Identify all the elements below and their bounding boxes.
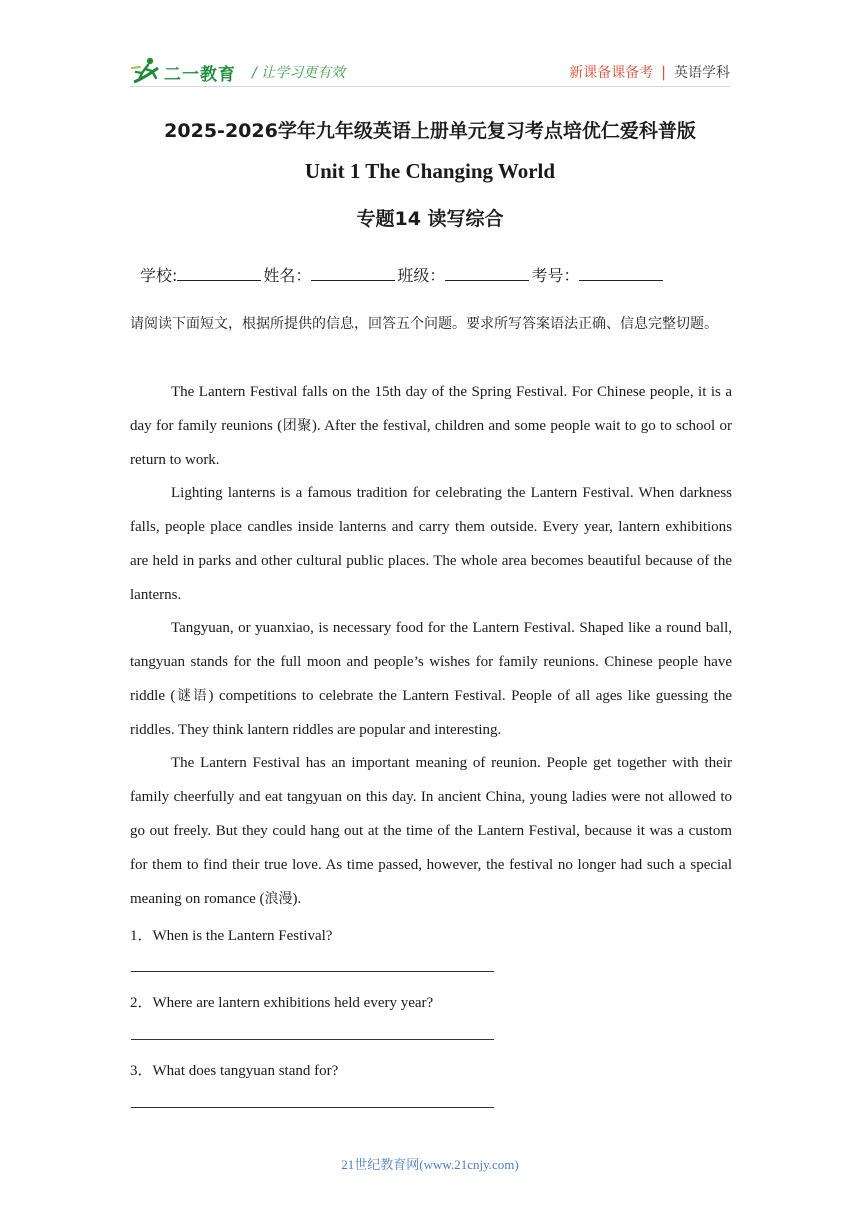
header-right (569, 62, 730, 82)
school-label: 学校: (140, 266, 178, 285)
name-blank[interactable] (311, 266, 395, 281)
logo (130, 56, 240, 86)
paragraph-3-gloss: 谜语 (175, 688, 209, 704)
paragraph-3-text-end: ) competitions to celebrate the Lantern Festival. People of all ages like guessing the riddles. They think lantern riddles are popular and interesting. (130, 688, 733, 738)
paragraph-1-text-end: ). After the festival, children and some people wait to go to school or return to work. (130, 418, 732, 468)
runner-icon (130, 56, 162, 86)
student-info-line (140, 263, 665, 286)
question-1: 1．When is the Lantern Festival? (130, 928, 333, 944)
page-header (130, 56, 730, 86)
unit-title: Unit 1 The Changing World (304, 159, 556, 183)
paragraph-3 (130, 611, 732, 747)
paragraph-4-text: The Lantern Festival has an important meaning of reunion. People get together with their family cheerfully and eat tangyuan on this day. In ancient China, young ladies were not allowed to go out freely. But they could hang out at the time of the Lantern Festival, because it was a custom for them to find their true love. As time passed, however, the festival no longer had such a special meaning on romance ( (130, 755, 732, 907)
paragraph-2-text: Lighting lanterns is a famous tradition for celebrating the Lantern Festival. When darkness falls, people place candles inside lanterns and carry them outside. Every year, lantern exhibitions are held in parks and other cultural public places. The whole area becomes beautiful because of the lanterns. (130, 485, 732, 603)
header-separator: | (661, 65, 666, 81)
logo-text: 二一教育 (164, 65, 236, 85)
paragraph-4-gloss: 浪漫 (264, 891, 293, 907)
answer-line-1[interactable] (131, 971, 494, 972)
exam-number-blank[interactable] (579, 266, 663, 281)
paragraph-3-text: Tangyuan, or yuanxiao, is necessary food for the Lantern Festival. Shaped like a round ball, tangyuan stands for the full moon and people’s wishes for family reunions. Chinese people have riddle ( (130, 620, 732, 704)
school-blank[interactable] (177, 266, 261, 281)
paragraph-4 (130, 746, 732, 916)
header-tag-prep: 新课备课备考 (569, 65, 654, 81)
header-subject: 英语学科 (674, 65, 730, 81)
question-3: 3．What does tangyuan stand for? (130, 1063, 339, 1079)
answer-line-3[interactable] (131, 1107, 494, 1108)
paragraph-2 (130, 476, 732, 612)
instruction: 请阅读下面短文，根据所提供的信息，回答五个问题。要求所写答案语法正确、信息完整切题。 (130, 316, 718, 332)
slogan: / 让学习更有效 (252, 65, 346, 81)
footer-link[interactable]: 21世纪教育网(www.21cnjy.com) (341, 1157, 519, 1172)
topic-title: 专题14 读写综合 (356, 208, 504, 230)
paragraph-4-text-end: ). (292, 891, 302, 907)
class-blank[interactable] (445, 266, 529, 281)
exam-number-label: 考号： (531, 266, 580, 285)
name-label: 姓名： (263, 266, 312, 285)
paragraph-1-text: The Lantern Festival falls on the 15th day of the Spring Festival. For Chinese people, it is a day for family reunions ( (130, 384, 732, 434)
question-2: 2．Where are lantern exhibitions held every year? (130, 995, 434, 1011)
answer-line-2[interactable] (131, 1039, 494, 1040)
document-title: 2025-2026学年九年级英语上册单元复习考点培优仁爱科普版 (164, 120, 696, 142)
class-label: 班级： (397, 266, 446, 285)
header-divider (130, 86, 730, 87)
paragraph-1 (130, 375, 732, 477)
paragraph-1-gloss: 团聚 (282, 418, 312, 434)
